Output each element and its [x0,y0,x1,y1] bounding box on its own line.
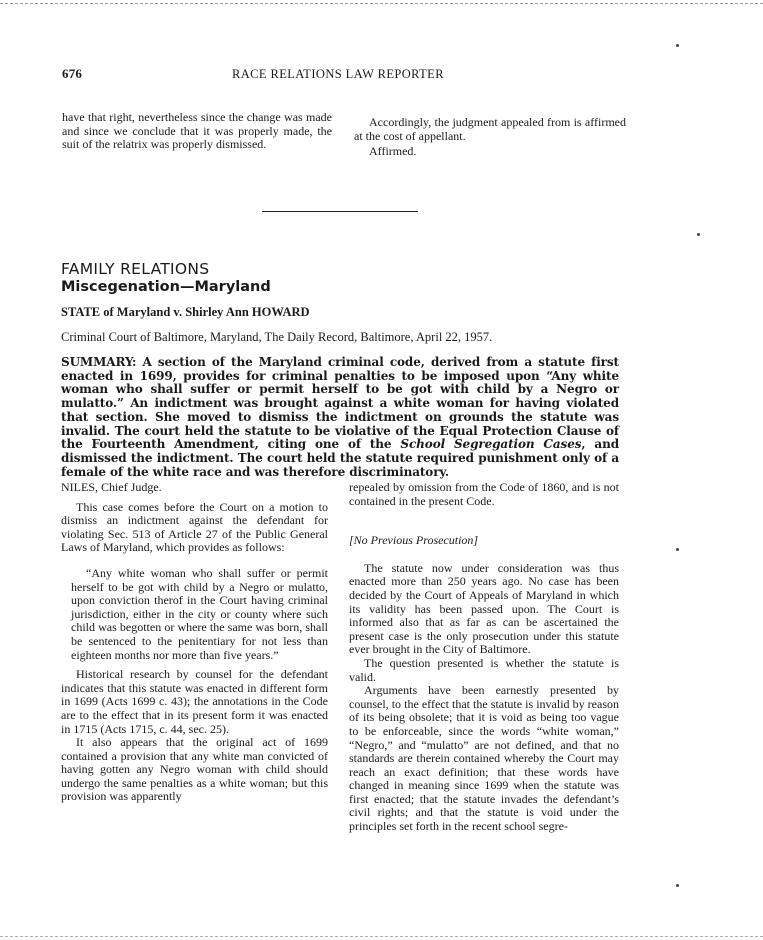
previous-case-text: have that right, nevertheless since the change was made and since we conclude that it was properly made, the suit of the relatrix was properly dismissed. [62,110,332,152]
running-head: RACE RELATIONS LAW REPORTER [232,67,444,81]
bottom-scan-edge [0,936,763,937]
opinion-paragraph: It also appears that the original act of 1699 contained a provision that any white man convicted of having gotten any Negro woman with child should undergo the same penalties as a white woman; but this provision was apparently [61,735,328,804]
top-scan-edge [0,3,763,4]
section-divider [262,211,418,212]
opinion-paragraph: Historical research by counsel for the defendant indicates that this statute was enacted in different form in 1699 (Acts 1699 c. 43); the annotations in the Code are to the effect that in its present form it was enacted in 1715 (Acts 1715, c. 44, sec. 25). [61,667,328,736]
page-number: 676 [62,66,83,81]
summary-text-end: , and dismissed the indictment. The court held the statute required punishment only of a female of the white race and was therefore discriminatory. [61,437,619,479]
scan-speck [697,233,700,236]
affirmed-text: Affirmed. [369,144,417,159]
summary-text: A section of the Maryland criminal code, derived from a statute first enacted in 1699, provides for criminal penalties to be imposed upon “Any white woman who shall suffer or permit herself to be got with child by a Negro or mulatto.” An indictment was brought against a white woman for having violated that section. She moved to dismiss the indictment on grounds the statute was invalid. The court held the statute to be violative of the Equal Protection Clause of the Fourteenth Amendment, citing one of the [61,355,619,452]
previous-case-right-column [354,116,626,159]
opinion-paragraph: Arguments have been earnestly presented by counsel, to the effect that the statute is invalid by reason of its being obsolete; that it is void as being too vague to be enforceable, since the words “white woman,” “Negro,” and “mulatto” are not defined, and that no standards are therein contained whereby the Court may reach an exact definition; that these words have changed in meaning since 1699 when the statute was first enacted; that the statute invades the defendant’s civil rights; and that the statute is void under the principles set forth in the recent school segre- [349,683,619,834]
summary-label: SUMMARY: [61,355,137,369]
opinion-left-column [61,481,328,804]
judgment-text: Accordingly, the judgment appealed from is affirmed at the cost of appellant. [354,115,626,143]
judge-name: NILES, Chief Judge. [61,480,162,494]
previous-case-left-column [62,111,332,152]
opinion-right-column [349,481,619,834]
statute-quote: “Any white woman who shall suffer or permit herself to be got with child by a Negro or mulatto, upon conviction therof in the Court having criminal jurisdiction, either in the city or county where such child was begotten or where the same was born, shall be sentenced to the penitentiary for not less than eighteen months nor more than five years.” [71,565,328,662]
opinion-paragraph: This case comes before the Court on a motion to dismiss an indictment against the defendant for violating Sec. 513 of Article 27 of the Public General Laws of Maryland, which provides as follows: [61,499,328,555]
opinion-paragraph: The statute now under consideration was thus enacted more than 250 years ago. No case has been decided by the Court of Appeals of Maryland in which its validity has been passed upon. The Court is informed also that as far as can be ascertained the present case is the only prosecution under this statute ever brought in the City of Baltimore. [349,560,619,657]
court-line: Criminal Court of Baltimore, Maryland, The Daily Record, Baltimore, April 22, 1957. [61,330,493,344]
case-summary [61,356,619,479]
summary-italic-citation: School Segregation Cases [400,437,582,452]
section-title: FAMILY RELATIONS [61,260,210,278]
scan-speck [676,548,679,551]
section-subtitle: Miscegenation—Maryland [61,279,271,295]
opinion-paragraph: The question presented is whether the statute is valid. [349,655,619,684]
scan-speck [676,44,679,47]
case-caption: STATE of Maryland v. Shirley Ann HOWARD [61,305,310,319]
opinion-paragraph: repealed by omission from the Code of 1860, and is not contained in the present Code. [349,480,619,508]
scan-speck [676,884,679,887]
subsection-heading: [No Previous Prosecution] [349,533,479,548]
